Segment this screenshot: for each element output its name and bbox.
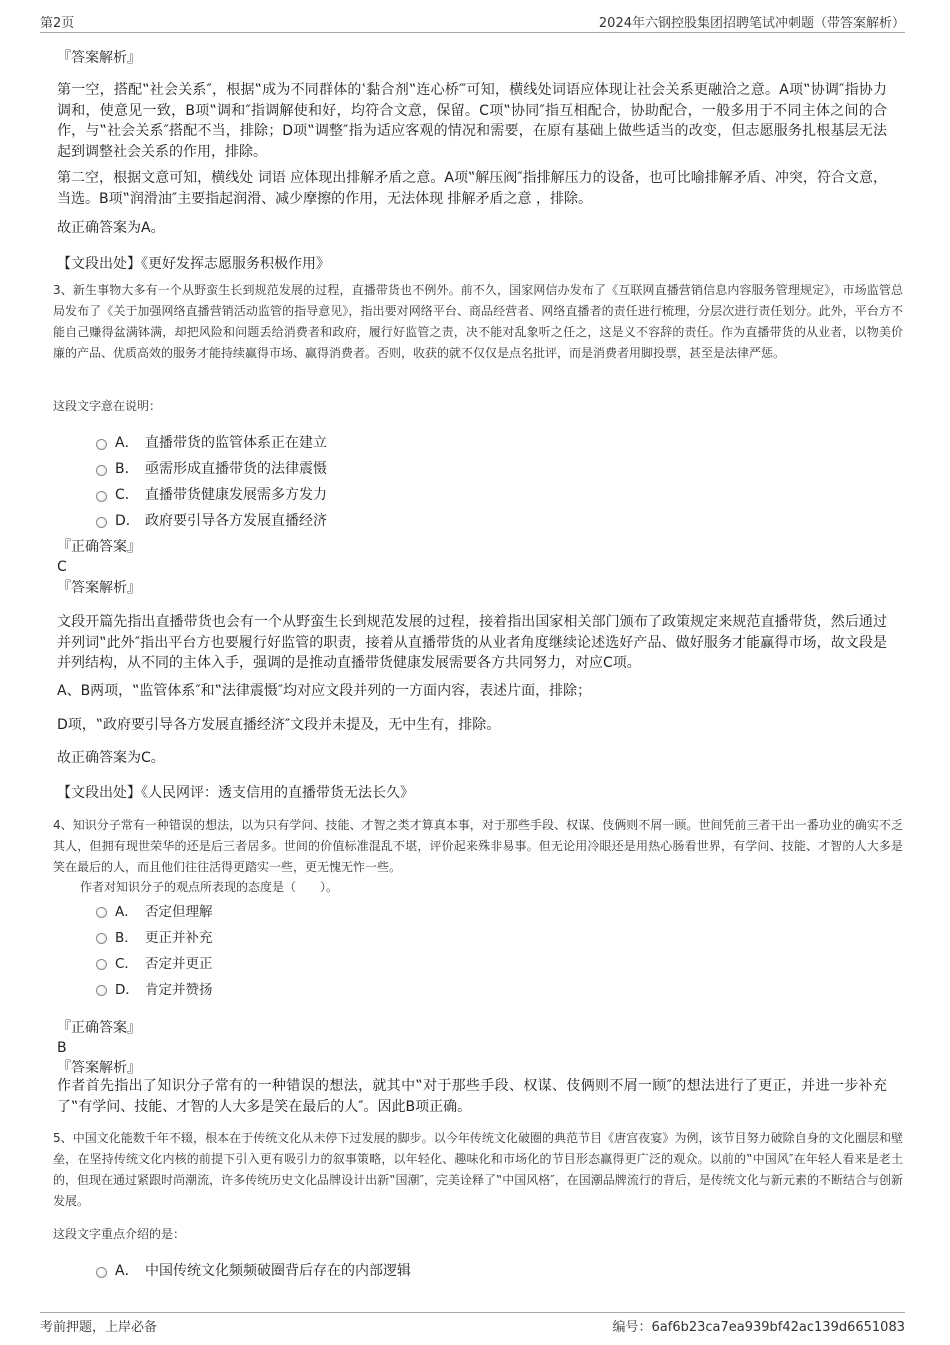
option-c[interactable]: C． 直播带货健康发展需多方发力 bbox=[96, 484, 327, 504]
question-stem: 4、知识分子常有一种错误的想法，以为只有学问、技能、才智之类才算真本事，对于那些手段、权谋、伎俩则不屑一顾。世间凭前三者干出一番功业的确实不乏其人，但拥有现世荣华的还是后三者居多。世间的价值标准混乱不堪，评价起来殊非易事。但无论用冷眼还是用热心肠看世界，有学问、技能、才智的人大多是笑在最后的人，而且他们往往活得更踏实一些，更无愧无怍一些。 bbox=[53, 818, 903, 874]
radio-icon[interactable] bbox=[96, 933, 107, 944]
analysis-label: 『答案解析』 bbox=[57, 1060, 141, 1076]
question-stem: 5、中国文化能数千年不辍，根本在于传统文化从未停下过发展的脚步。以今年传统文化破圈的典范节目《唐宫夜宴》为例，该节目努力破除自身的文化圈层和壁垒，在坚持传统文化内核的前提下引入更有吸引力的叙事策略，以年轻化、趣味化和市场化的节目形态赢得更广泛的观众。以前的‟中国风″在年轻人看来是老土的，但现在通过紧跟时尚潮流，许多传统历史文化品牌设计出新‟国潮″，完美诠释了‟中国风格″，在国潮品牌流行的背后，是传统文化与新元素的不断结合与创新发展。 bbox=[53, 1131, 903, 1208]
footer-slogan: 考前押题，上岸必备 bbox=[40, 1320, 158, 1335]
analysis-paragraph: A、B两项，‟监管体系″和‟法律震慑″均对应文段并列的一方面内容，表述片面，排除； bbox=[57, 683, 592, 699]
analysis-label: 『答案解析』 bbox=[57, 50, 141, 66]
page-number: 第2页 bbox=[40, 16, 75, 31]
option-d[interactable]: D． 政府要引导各方发展直播经济 bbox=[96, 510, 327, 530]
question-prompt: 这段文字意在说明： bbox=[53, 399, 162, 413]
option-a[interactable]: A． 否定但理解 bbox=[96, 900, 213, 920]
analysis-paragraph: 文段开篇先指出直播带货也会有一个从野蛮生长到规范发展的过程，接着指出国家相关部门颁布了政策规定来规范直播带货，然后通过并列词‟此外″指出平台方也要履行好监管的职责，接着从直播带货的从业者角度继续论述选好产品、做好服务才能赢得市场，故文段是并列结构，从不同的主体入手，强调的是推动直播带货健康发展需要各方共同努力，对应C项。 bbox=[57, 614, 887, 671]
analysis-paragraph: 第二空，根据文意可知，横线处 词语 应体现出排解矛盾之意。A项‟解压阀″指排解压力的设备，也可比喻排解矛盾、冲突，符合文意，当选。B项‟润滑油″主要指起润滑、减少摩擦的作用，无法体现 排解矛盾之意 ，排除。 bbox=[57, 170, 887, 207]
correct-answer: C bbox=[57, 559, 67, 575]
radio-icon[interactable] bbox=[96, 1267, 107, 1278]
analysis-paragraph: 作者首先指出了知识分子常有的一种错误的想法，就其中‟对于那些手段、权谋、伎俩则不屑一顾″的想法进行了更正，并进一步补充了‟有学问、技能、才智的人大多是笑在最后的人″。因此B项正确。 bbox=[57, 1078, 887, 1115]
document-title: 2024年六钢控股集团招聘笔试冲刺题（带答案解析） bbox=[598, 16, 905, 31]
radio-icon[interactable] bbox=[96, 985, 107, 996]
analysis-paragraph: 第一空，搭配‟社会关系″，根据‟成为不同群体的‛黏合剂‟连心桥‴可知，横线处词语应体现让社会关系更融洽之意。A项‟协调″指协力调和，使意见一致，B项‟调和″指调解使和好，均符合文意，保留。C项‟协同″指互相配合，协助配合，一般多用于不同主体之间的合作，与‟社会关系″搭配不当，排除；D项‟调整″指为适应客观的情况和需要，在原有基础上做些适当的改变，但志愿服务扎根基层无法起到调整社会关系的作用，排除。 bbox=[57, 82, 887, 160]
radio-icon[interactable] bbox=[96, 439, 107, 450]
option-d[interactable]: D． 肯定并赞扬 bbox=[96, 978, 213, 998]
radio-icon[interactable] bbox=[96, 465, 107, 476]
radio-icon[interactable] bbox=[96, 491, 107, 502]
option-b[interactable]: B． 更正并补充 bbox=[96, 926, 213, 946]
radio-icon[interactable] bbox=[96, 907, 107, 918]
conclusion: 故正确答案为A。 bbox=[57, 220, 165, 236]
radio-icon[interactable] bbox=[96, 517, 107, 528]
question-prompt: 这段文字重点介绍的是： bbox=[53, 1227, 186, 1241]
option-a[interactable]: A． 中国传统文化频频破圈背后存在的内部逻辑 bbox=[96, 1260, 411, 1280]
analysis-paragraph: D项，‟政府要引导各方发展直播经济″文段并未提及，无中生有，排除。 bbox=[57, 717, 501, 733]
footer-divider bbox=[40, 1312, 905, 1313]
answer-label: 『正确答案』 bbox=[57, 1020, 141, 1036]
source-citation: 【文段出处】《更好发挥志愿服务积极作用》 bbox=[57, 256, 330, 272]
radio-icon[interactable] bbox=[96, 959, 107, 970]
option-c[interactable]: C． 否定并更正 bbox=[96, 952, 213, 972]
analysis-label: 『答案解析』 bbox=[57, 580, 141, 596]
option-b[interactable]: B． 亟需形成直播带货的法律震慑 bbox=[96, 458, 327, 478]
correct-answer: B bbox=[57, 1040, 67, 1056]
source-citation: 【文段出处】《人民网评：透支信用的直播带货无法长久》 bbox=[57, 785, 414, 801]
question-prompt: 作者对知识分子的观点所表现的态度是（ ）。 bbox=[80, 880, 339, 894]
conclusion: 故正确答案为C。 bbox=[57, 750, 165, 766]
option-a[interactable]: A． 直播带货的监管体系正在建立 bbox=[96, 432, 327, 452]
header-divider bbox=[40, 32, 905, 33]
question-stem: 3、新生事物大多有一个从野蛮生长到规范发展的过程，直播带货也不例外。前不久，国家网信办发布了《互联网直播营销信息内容服务管理规定》，市场监管总局发布了《关于加强网络直播营销活动监管的指导意见》，指出要对网络平台、商品经营者、网络直播者的责任进行梳理，分层次进行责任划分。此外，平台方不能自己赚得盆满钵满，却把风险和问题丢给消费者和政府，履行好监管之责，决不能对乱象听之任之，这是义不容辞的责任。作为直播带货的从业者，以物美价廉的产品、优质高效的服务才能持续赢得市场、赢得消费者。否则，收获的就不仅仅是点名批评，而是消费者用脚投票，甚至是法律严惩。 bbox=[53, 283, 903, 360]
answer-label: 『正确答案』 bbox=[57, 539, 141, 555]
document-id: 编号：6af6b23ca7ea939bf42ac139d6651083 bbox=[612, 1320, 905, 1335]
